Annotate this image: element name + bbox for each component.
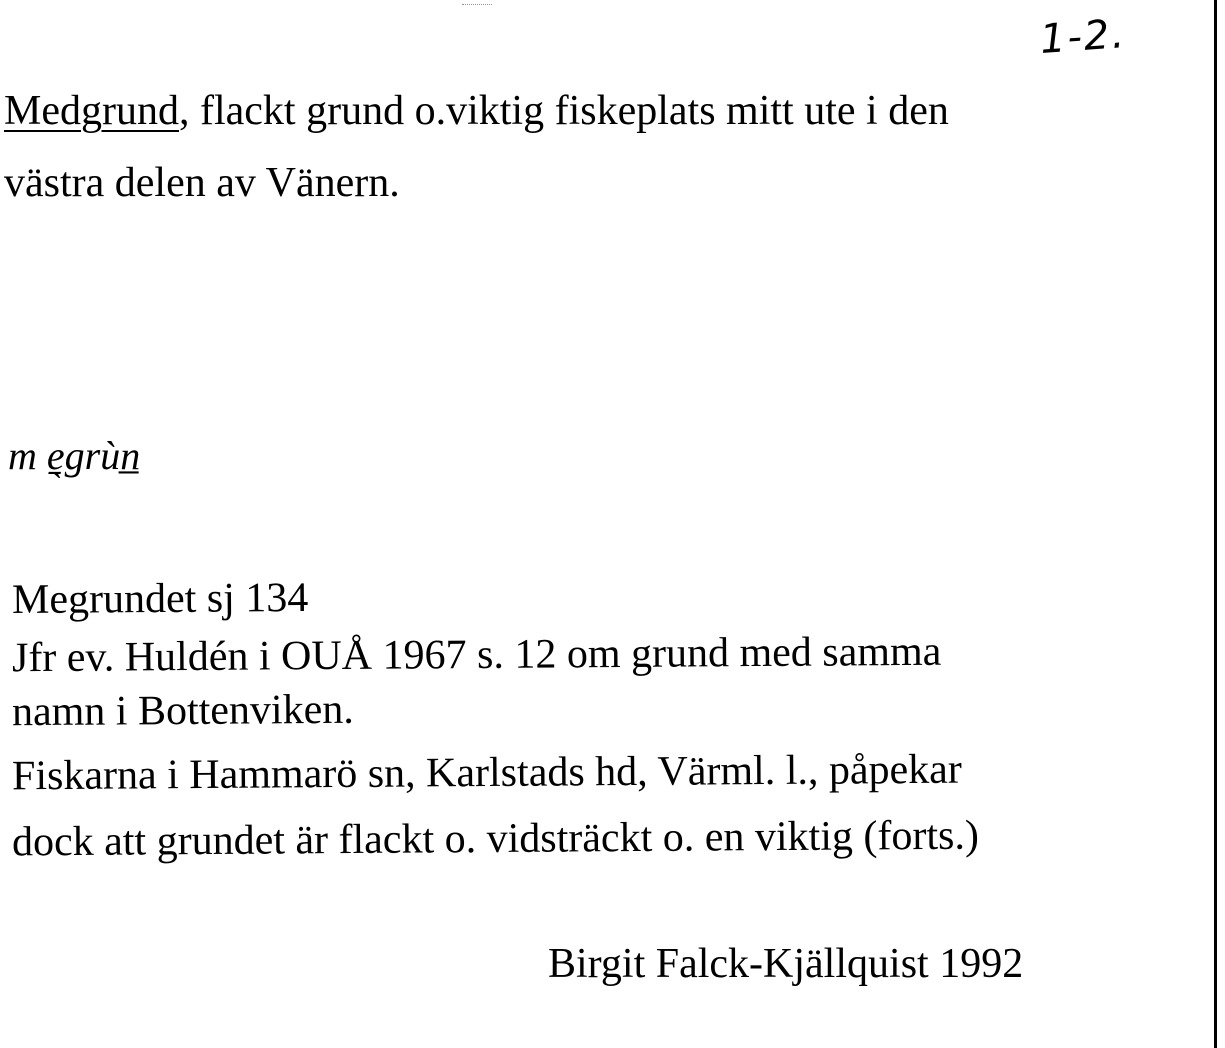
note-line-5: dock att grundet är flackt o. vidsträckt o. en viktig (forts.): [11, 812, 980, 866]
scan-speck: [462, 4, 492, 6]
note-line-3: namn i Bottenviken.: [11, 686, 354, 736]
entry-line-2: västra delen av Vänern.: [4, 160, 400, 206]
note-line-4: Fiskarna i Hammarö sn, Karlstads hd, Värml. l., påpekar: [11, 746, 962, 800]
page-number: 1-2.: [1038, 11, 1128, 63]
entry-line-1-rest: , flackt grund o.viktig fiskeplats mitt ute i den: [178, 88, 949, 134]
entry-line-1: [4, 90, 949, 132]
note-line-2: Jfr ev. Huldén i OUÅ 1967 s. 12 om grund med samma: [11, 628, 942, 682]
note-line-1: Megrundet sj 134: [11, 574, 309, 624]
signature: Birgit Falck-Kjällquist 1992: [548, 941, 1024, 987]
pronunciation: m e̱̖grùn̲: [8, 433, 141, 478]
headword: Medgrund: [4, 88, 179, 134]
card-right-edge: [1214, 0, 1217, 1048]
